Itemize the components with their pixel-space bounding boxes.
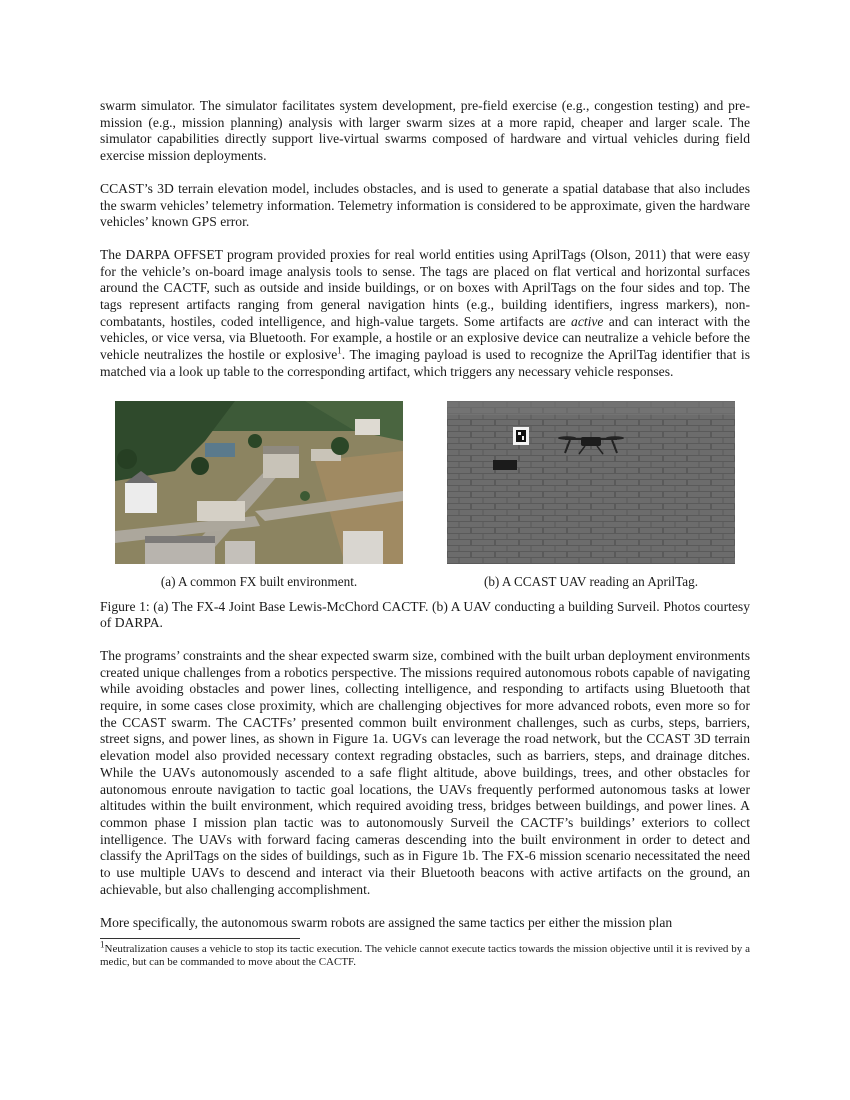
paragraph-tactics: More specifically, the autonomous swarm robots are assigned the same tactics per either the mission plan xyxy=(100,914,673,930)
footnote-rule xyxy=(100,938,300,939)
footnote xyxy=(100,939,750,969)
subfigure-b xyxy=(447,401,735,591)
paragraph-apriltags xyxy=(100,247,750,381)
figure-caption: Figure 1: (a) The FX-4 Joint Base Lewis-McChord CACTF. (b) A UAV conducting a building Surveil. Photos courtesy of DARPA. xyxy=(100,598,750,631)
paper-page xyxy=(100,98,750,969)
uav-apriltag-photo xyxy=(447,401,735,564)
subfigure-b-caption: (b) A CCAST UAV reading an AprilTag. xyxy=(483,574,699,590)
emphasis-active: active xyxy=(571,313,604,329)
footnote-marker[interactable]: 1 xyxy=(337,345,342,356)
apriltags-text-1: The DARPA OFFSET program provided proxies for real world entities using AprilTags (Olson, 2011) that were easy for the vehicle’s on-board image analysis tools to sense. The tags are placed on flat vertical and horizontal surfaces around the CACTF, such as outside and inside buildings, or on boxes with AprilTags on the four sides and top. The tags represent artifacts ranging from general navigation hints (e.g., building identifiers, ingress markers), non-combatants, hostiles, coded intelligence, and high-value targets. Some artifacts are xyxy=(100,246,750,329)
aerial-cactf-photo xyxy=(115,401,403,564)
figure-1 xyxy=(100,401,750,590)
apriltags-text-3: . The imaging payload is used to recognize the AprilTag identifier that is matched via a look up table to the corresponding artifact, which triggers any necessary vehicle responses. xyxy=(100,347,750,379)
apriltags-text-2: and can interact with the vehicles, or vice versa, via Bluetooth. For example, a hostile or an explosive device can neutralize a vehicle before the vehicle neutralizes the hostile or explosive xyxy=(100,313,750,363)
paragraph-constraints: The programs’ constraints and the shear expected swarm size, combined with the built urban deployment environments created unique challenges from a robotics perspective. The missions required autonomous robots capable of navigating while avoiding obstacles and power lines, collecting intelligence, and responding to artifacts using Bluetooth that require, in some cases close proximity, which are challenging objectives for more advanced robots, even more so for the CCAST swarm. The CACTFs’ presented common built environment challenges, such as curbs, steps, barriers, street signs, and power lines, as shown in Figure 1a. UGVs can leverage the road network, but the CCAST 3D terrain elevation model also provided necessary context regrading obstacles, such as barriers, steps, and drainage ditches. While the UAVs autonomously ascended to a safe flight altitude, above buildings, trees, and other obstacles for autonomous enroute navigation to tactic goal locations, the UAVs frequently performed autonomous tasks at lower altitudes within the built environment, which required avoiding tress, bridges between buildings, and power lines. A common phase I mission plan tactic was to autonomously Surveil the CACTF’s buildings’ exteriors to collect intelligence. The UAVs with forward facing cameras descending into the built environment in order to detect and classify the AprilTags on the sides of buildings, such as in Figure 1b. The FX-6 mission scenario necessitated the need to use multiple UAVs to descend and interact via their Bluetooth beacons with active artifacts on the ground, an achievable, but also challenging accomplishment. xyxy=(100,647,750,897)
subfigure-a xyxy=(115,401,403,591)
subfigure-a-caption: (a) A common FX built environment. xyxy=(160,574,358,590)
paragraph-terrain-model: CCAST’s 3D terrain elevation model, includes obstacles, and is used to generate a spatial database that also includes the swarm vehicles’ telemetry information. Telemetry information is considered to be approximate, given the hardware vehicles’ known GPS error. xyxy=(100,180,750,230)
paragraph-simulator: swarm simulator. The simulator facilitates system development, pre-field exercise (e.g., congestion testing) and pre-mission (e.g., mission planning) analysis with larger swarm sizes at a more rapid, cheaper and larger scale. The simulator capabilities directly support live-virtual swarms composed of hardware and virtual vehicles during field exercise mission deployments. xyxy=(100,98,750,164)
footnote-number: 1 xyxy=(100,939,105,950)
footnote-text: Neutralization causes a vehicle to stop its tactic execution. The vehicle cannot execute tactics towards the mission objective until it is revived by a medic, but can be commanded to move about the CACTF. xyxy=(100,943,750,969)
